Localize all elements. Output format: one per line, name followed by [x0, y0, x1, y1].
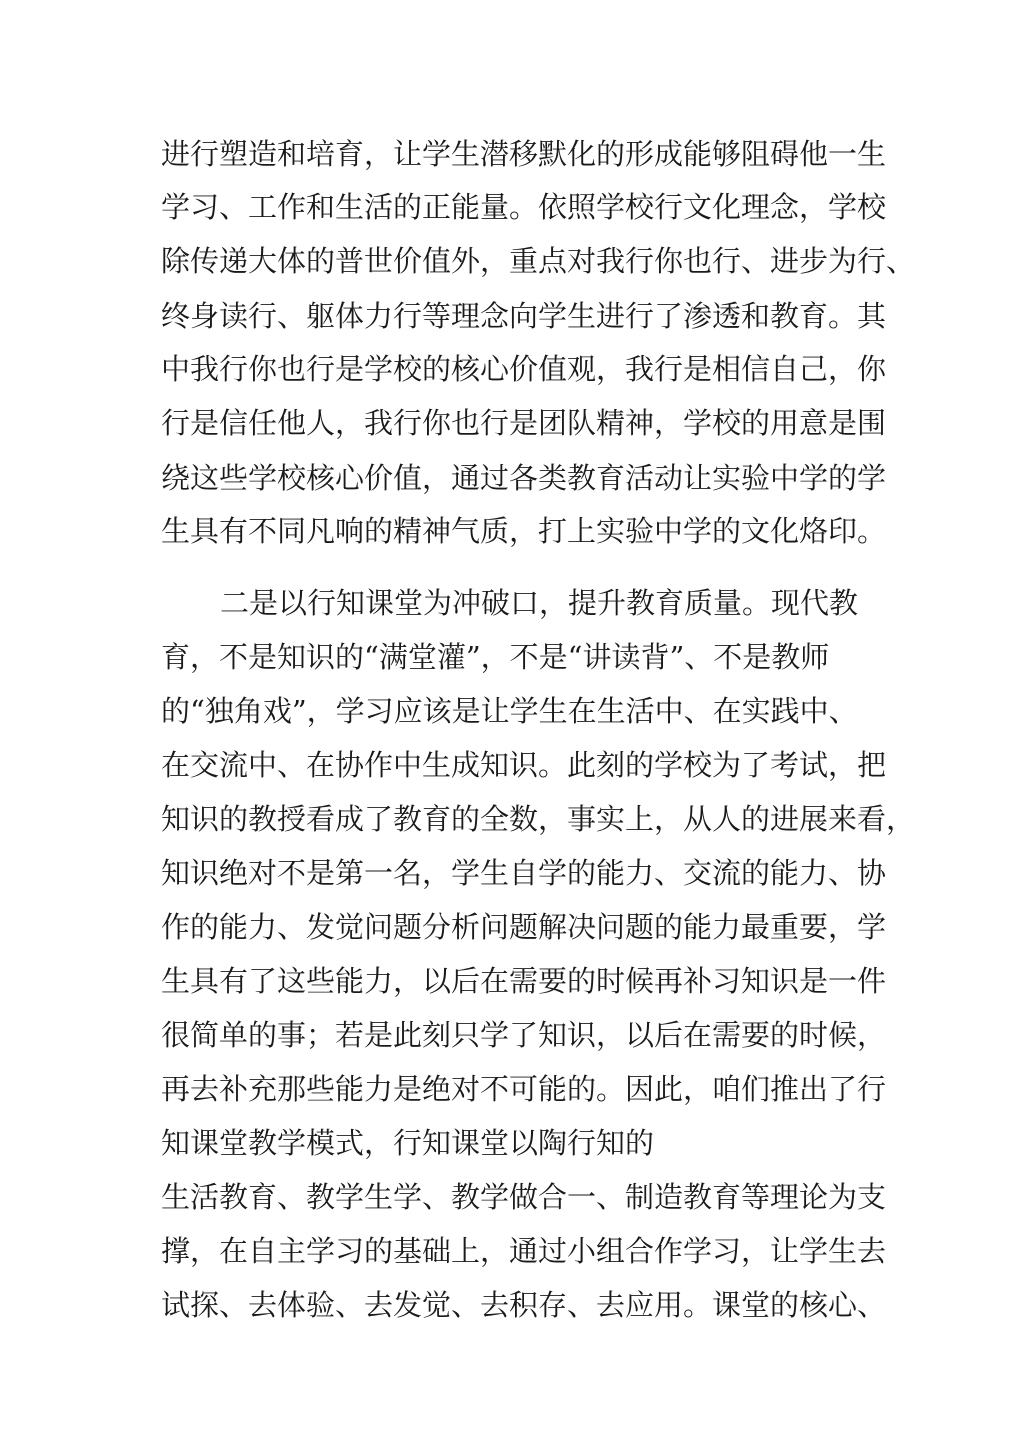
- paragraph-line: 很简单的事；若是此刻只学了知识，以后在需要的时候，: [161, 1018, 887, 1052]
- paragraph-line: 生具有了这些能力，以后在需要的时候再补习知识是一件: [161, 964, 887, 998]
- paragraph-line: 撑，在自主学习的基础上，通过小组合作学习，让学生去: [161, 1234, 887, 1268]
- paragraph-line: 除传递大体的普世价值外，重点对我行你也行、进步为行、: [161, 244, 916, 278]
- paragraph-line: 学习、工作和生活的正能量。依照学校行文化理念，学校: [161, 190, 887, 224]
- paragraph-line: 终身读行、躯体力行等理念向学生进行了渗透和教育。其: [161, 299, 887, 333]
- paragraph-line: 知识绝对不是第一名，学生自学的能力、交流的能力、协: [161, 856, 887, 890]
- paragraph-line: 行是信任他人，我行你也行是团队精神，学校的用意是围: [161, 406, 887, 440]
- paragraph-line: 试探、去体验、去发觉、去积存、去应用。课堂的核心、: [161, 1288, 887, 1322]
- paragraph-line: 知课堂教学模式，行知课堂以陶行知的: [161, 1126, 655, 1160]
- paragraph-line: 育，不是知识的“满堂灌”，不是“讲读背”、不是教师: [161, 640, 830, 674]
- paragraph-line: 在交流中、在协作中生成知识。此刻的学校为了考试，把: [161, 748, 887, 782]
- paragraph-line: 知识的教授看成了教育的全数，事实上，从人的进展来看，: [161, 802, 916, 836]
- paragraph-line: 绕这些学校核心价值，通过各类教育活动让实验中学的学: [161, 461, 887, 495]
- paragraph-line: 中我行你也行是学校的核心价值观，我行是相信自己，你: [161, 352, 887, 386]
- paragraph-line: 的“独角戏”，学习应该是让学生在生活中、在实践中、: [161, 694, 858, 728]
- paragraph-line: 生活教育、教学生学、教学做合一、制造教育等理论为支: [161, 1180, 887, 1214]
- paragraph-line: 生具有不同凡响的精神气质，打上实验中学的文化烙印。: [161, 514, 887, 548]
- paragraph-line: 进行塑造和培育，让学生潜移默化的形成能够阻碍他一生: [161, 137, 887, 171]
- paragraph-line: 再去补充那些能力是绝对不可能的。因此，咱们推出了行: [161, 1072, 887, 1106]
- paragraph-line: 作的能力、发觉问题分析问题解决问题的能力最重要，学: [161, 910, 887, 944]
- paragraph-first-line: 二是以行知课堂为冲破口，提升教育质量。现代教: [220, 586, 859, 620]
